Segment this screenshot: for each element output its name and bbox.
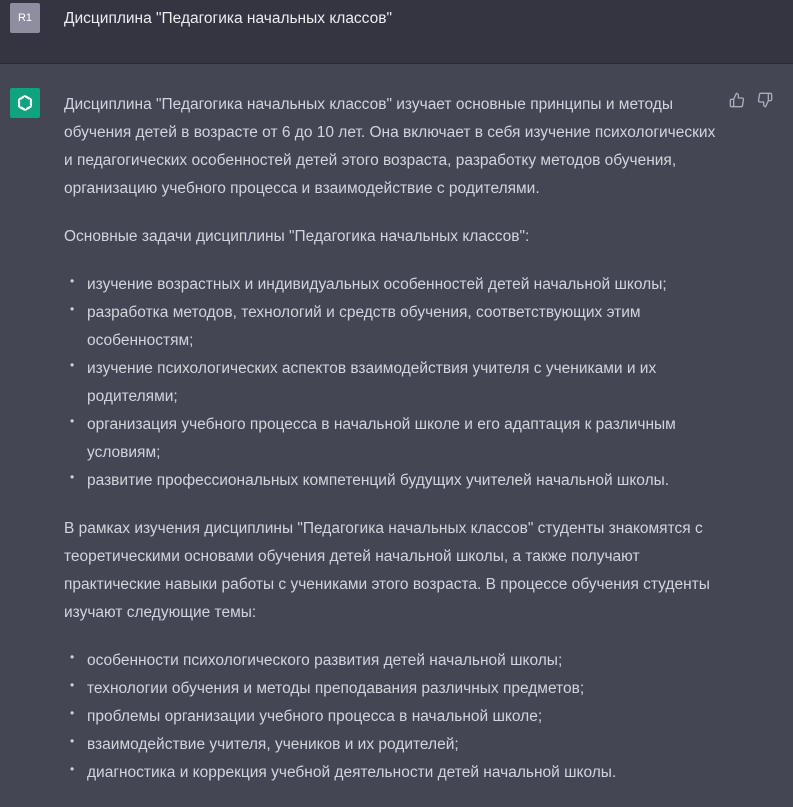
assistant-avatar <box>10 88 40 118</box>
list-item: • взаимодействие учителя, учеников и их родителей; <box>64 731 724 759</box>
paragraph-intro: Дисциплина "Педагогика начальных классов" изучает основные принципы и методы обучения детей в возрасте от 6 до 10 лет. Она включает в себя изучение психологических и педагогических особенностей детей этого возраста, разработку методов обучения, организацию учебного процесса и взаимодействие с родителями. <box>64 96 716 197</box>
thumbs-down-button[interactable] <box>756 91 774 109</box>
list-item: • диагностика и коррекция учебной деятельности детей начальной школы. <box>64 759 724 787</box>
user-message-row <box>0 0 793 64</box>
openai-logo-icon <box>14 92 36 114</box>
assistant-message-row <box>0 64 793 788</box>
paragraph-topics-intro: В рамках изучения дисциплины "Педагогика начальных классов" студенты знакомятся с теоретическими основами обучения детей начальной школы, а также получают практические навыки работы с учениками этого возраста. В процессе обучения студенты изучают следующие темы: <box>64 520 710 621</box>
list-item: • особенности психологического развития детей начальной школы; <box>64 647 724 675</box>
user-message-text: Дисциплина "Педагогика начальных классов" <box>64 10 392 27</box>
thumbs-up-button[interactable] <box>728 91 746 109</box>
list-item: • изучение психологических аспектов взаимодействия учителя с учениками и их родителями; <box>64 355 724 411</box>
list-item: • проблемы организации учебного процесса в начальной школе; <box>64 703 724 731</box>
topics-list <box>64 647 724 787</box>
assistant-message-content <box>64 91 724 807</box>
list-item: • технологии обучения и методы преподавания различных предметов; <box>64 675 724 703</box>
thumbs-up-icon <box>729 92 745 108</box>
user-avatar: R1 <box>10 3 40 33</box>
thumbs-down-icon <box>757 92 773 108</box>
list-item: • организация учебного процесса в начальной школе и его адаптация к различным условиям; <box>64 411 724 467</box>
paragraph-tasks-heading: Основные задачи дисциплины "Педагогика начальных классов": <box>64 228 530 245</box>
list-item: • разработка методов, технологий и средств обучения, соответствующих этим особенностям; <box>64 299 724 355</box>
list-item: • изучение возрастных и индивидуальных особенностей детей начальной школы; <box>64 271 724 299</box>
list-item: • развитие профессиональных компетенций будущих учителей начальной школы. <box>64 467 724 495</box>
tasks-list <box>64 271 724 495</box>
